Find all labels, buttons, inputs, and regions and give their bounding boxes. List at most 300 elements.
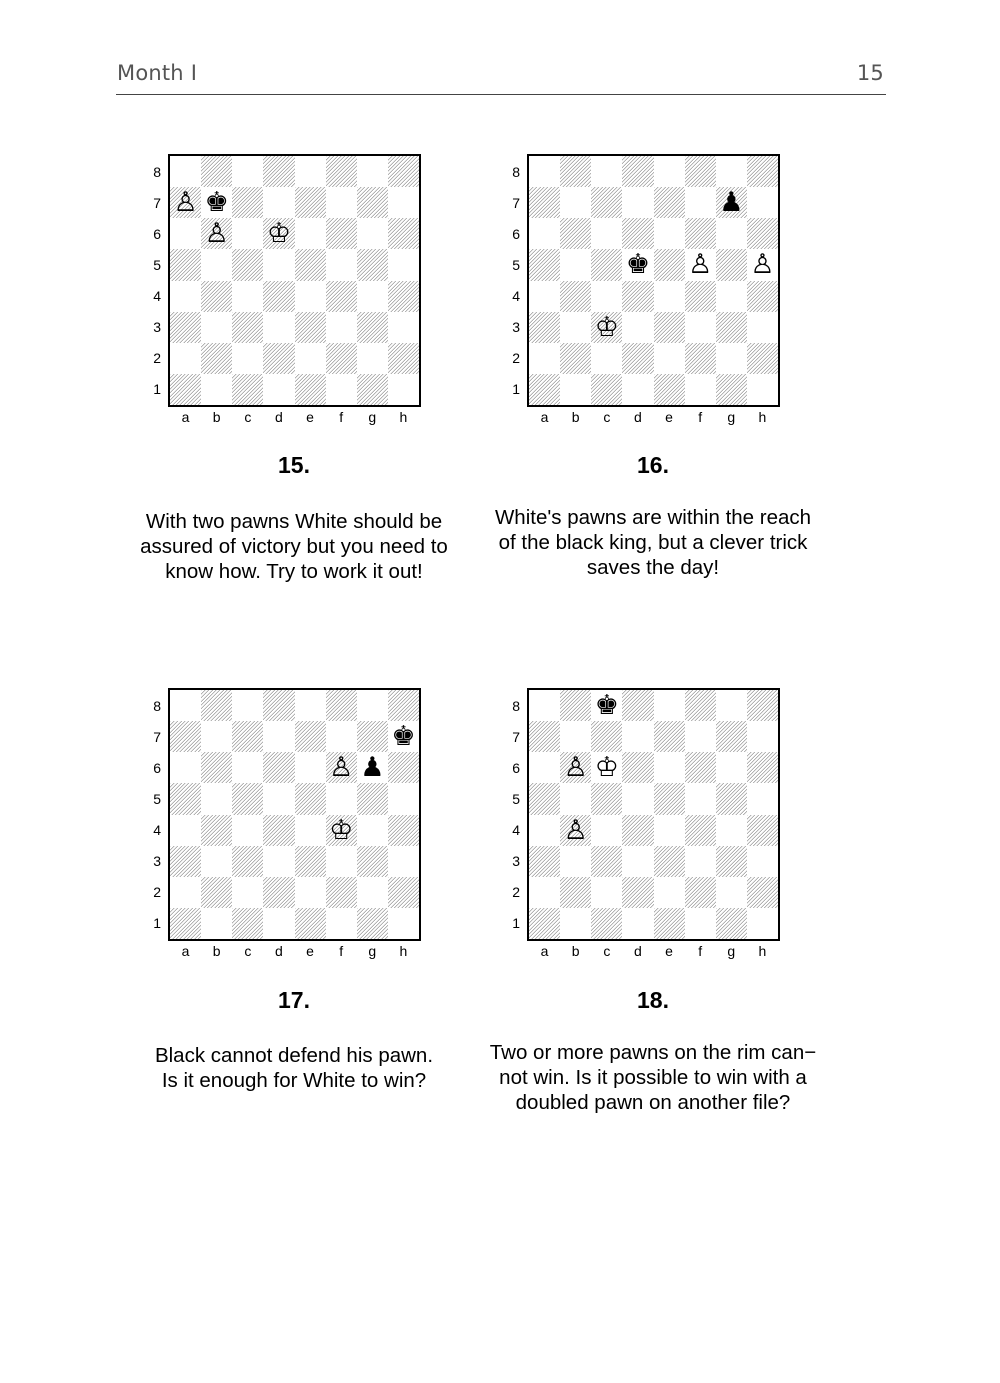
caption-line: Black cannot defend his pawn. (154, 1044, 434, 1067)
square-d6 (263, 218, 294, 249)
square-b6 (201, 752, 232, 783)
square-c3 (232, 312, 263, 343)
square-e2 (295, 343, 326, 374)
rank-label: 3 (153, 853, 161, 870)
square-g3 (716, 846, 747, 877)
square-b7 (201, 187, 232, 218)
square-c2 (232, 877, 263, 908)
square-f6 (685, 218, 716, 249)
square-d1 (622, 908, 653, 939)
square-g1 (357, 908, 388, 939)
diagram-caption (468, 505, 838, 580)
square-f6 (685, 752, 716, 783)
square-f7 (326, 187, 357, 218)
square-b6 (201, 218, 232, 249)
square-h7 (747, 187, 778, 218)
square-g2 (716, 877, 747, 908)
square-a6 (170, 218, 201, 249)
caption-line: saves the day! (586, 556, 720, 579)
square-a2 (529, 343, 560, 374)
square-b8 (560, 690, 591, 721)
square-h5 (388, 249, 419, 280)
square-e4 (654, 815, 685, 846)
square-b2 (201, 877, 232, 908)
running-title: Month I (117, 61, 198, 85)
square-d1 (622, 374, 653, 405)
rank-label: 1 (512, 381, 520, 398)
square-d1 (263, 908, 294, 939)
square-a1 (170, 374, 201, 405)
square-h3 (388, 846, 419, 877)
square-b3 (560, 312, 591, 343)
square-c5 (591, 249, 622, 280)
diagram-caption (112, 509, 476, 584)
square-e7 (295, 721, 326, 752)
square-g4 (357, 281, 388, 312)
square-e4 (295, 815, 326, 846)
square-g5 (716, 249, 747, 280)
square-e5 (654, 249, 685, 280)
square-d7 (622, 721, 653, 752)
square-a3 (170, 846, 201, 877)
white-pawn-icon: ♙ (563, 814, 588, 846)
square-a2 (529, 877, 560, 908)
square-a7 (529, 187, 560, 218)
chess-board (168, 688, 421, 941)
square-d3 (622, 312, 653, 343)
square-g1 (716, 374, 747, 405)
square-b1 (560, 374, 591, 405)
square-f7 (685, 187, 716, 218)
square-c3 (232, 846, 263, 877)
rank-label: 6 (153, 225, 161, 242)
square-g5 (357, 249, 388, 280)
rank-label: 5 (153, 256, 161, 273)
square-d4 (263, 815, 294, 846)
file-label: f (339, 409, 344, 425)
square-e5 (295, 783, 326, 814)
square-h2 (388, 877, 419, 908)
square-d2 (622, 877, 653, 908)
square-f8 (326, 690, 357, 721)
square-e6 (654, 752, 685, 783)
square-c3 (591, 312, 622, 343)
square-a3 (529, 846, 560, 877)
square-b7 (560, 187, 591, 218)
square-a1 (170, 908, 201, 939)
square-f7 (685, 721, 716, 752)
file-label: g (368, 943, 377, 959)
square-f5 (326, 783, 357, 814)
rank-label: 2 (512, 884, 520, 901)
square-b8 (560, 156, 591, 187)
square-a6 (529, 752, 560, 783)
file-label: f (698, 409, 703, 425)
square-c5 (591, 783, 622, 814)
square-a8 (529, 690, 560, 721)
square-g4 (716, 281, 747, 312)
square-g1 (357, 374, 388, 405)
square-h3 (388, 312, 419, 343)
square-d3 (622, 846, 653, 877)
rank-label: 7 (512, 728, 520, 745)
square-c1 (232, 374, 263, 405)
white-pawn-icon: ♙ (750, 249, 775, 281)
square-h8 (388, 156, 419, 187)
square-d2 (263, 877, 294, 908)
square-g7 (716, 187, 747, 218)
rank-label: 4 (512, 288, 520, 305)
chess-board (527, 688, 780, 941)
diagram-caption (463, 1040, 843, 1115)
square-h5 (747, 249, 778, 280)
square-d2 (263, 343, 294, 374)
rank-label: 8 (153, 163, 161, 180)
square-c7 (591, 721, 622, 752)
square-f2 (685, 343, 716, 374)
square-b5 (201, 783, 232, 814)
file-label: a (181, 943, 190, 959)
square-c5 (232, 783, 263, 814)
square-g5 (716, 783, 747, 814)
square-f1 (326, 908, 357, 939)
square-d4 (622, 815, 653, 846)
file-label: a (540, 409, 549, 425)
square-h4 (388, 815, 419, 846)
square-e3 (654, 312, 685, 343)
square-g2 (716, 343, 747, 374)
black-king-icon: ♚ (204, 187, 229, 219)
file-label: e (306, 409, 314, 425)
square-e6 (295, 218, 326, 249)
square-g7 (357, 187, 388, 218)
white-king-icon: ♔ (594, 311, 619, 343)
square-h2 (747, 343, 778, 374)
square-e3 (654, 846, 685, 877)
square-a7 (529, 721, 560, 752)
square-e7 (654, 187, 685, 218)
white-pawn-icon: ♙ (563, 752, 588, 784)
square-b4 (560, 815, 591, 846)
square-g8 (357, 690, 388, 721)
square-d8 (622, 690, 653, 721)
rank-label: 1 (153, 915, 161, 932)
square-c6 (591, 752, 622, 783)
black-pawn-icon: ♟ (360, 752, 385, 784)
file-label: c (244, 409, 252, 425)
square-e6 (295, 752, 326, 783)
caption-line: doubled pawn on another file? (515, 1091, 791, 1114)
square-d1 (263, 374, 294, 405)
square-e1 (295, 908, 326, 939)
square-a5 (170, 249, 201, 280)
square-f1 (685, 908, 716, 939)
square-e1 (295, 374, 326, 405)
square-b6 (560, 752, 591, 783)
square-c4 (232, 815, 263, 846)
square-c4 (232, 281, 263, 312)
square-d3 (263, 846, 294, 877)
file-label: c (244, 943, 252, 959)
square-g6 (716, 752, 747, 783)
rank-label: 6 (512, 759, 520, 776)
rank-label: 4 (153, 822, 161, 839)
square-h3 (747, 846, 778, 877)
square-a4 (529, 281, 560, 312)
square-g6 (716, 218, 747, 249)
square-h6 (747, 752, 778, 783)
square-c7 (232, 187, 263, 218)
square-h6 (388, 218, 419, 249)
file-label: f (698, 943, 703, 959)
square-e4 (654, 281, 685, 312)
square-e5 (295, 249, 326, 280)
black-pawn-icon: ♟ (719, 187, 744, 219)
square-d4 (622, 281, 653, 312)
square-a5 (170, 783, 201, 814)
caption-line: not win. Is it possible to win with a (499, 1066, 807, 1089)
square-a1 (529, 908, 560, 939)
square-g7 (716, 721, 747, 752)
square-c1 (591, 374, 622, 405)
white-pawn-icon: ♙ (688, 249, 713, 281)
square-a6 (529, 218, 560, 249)
square-c1 (232, 908, 263, 939)
square-h8 (388, 690, 419, 721)
square-e4 (295, 281, 326, 312)
square-d7 (263, 721, 294, 752)
rank-label: 3 (512, 319, 520, 336)
square-a4 (170, 815, 201, 846)
square-b5 (560, 249, 591, 280)
square-a1 (529, 374, 560, 405)
square-f4 (326, 281, 357, 312)
square-h4 (747, 815, 778, 846)
square-d5 (263, 783, 294, 814)
black-king-icon: ♚ (594, 690, 619, 722)
square-a4 (529, 815, 560, 846)
square-f3 (685, 312, 716, 343)
white-pawn-icon: ♙ (329, 752, 354, 784)
square-a3 (170, 312, 201, 343)
square-c4 (591, 281, 622, 312)
square-a7 (170, 721, 201, 752)
square-d7 (263, 187, 294, 218)
square-c3 (591, 846, 622, 877)
square-h2 (747, 877, 778, 908)
square-h1 (747, 908, 778, 939)
rank-label: 8 (512, 163, 520, 180)
square-d6 (263, 752, 294, 783)
rank-label: 8 (512, 697, 520, 714)
white-pawn-icon: ♙ (204, 218, 229, 250)
square-c8 (591, 156, 622, 187)
square-f2 (326, 877, 357, 908)
square-d5 (622, 249, 653, 280)
file-label: c (603, 409, 611, 425)
file-label: h (399, 943, 408, 959)
square-a6 (170, 752, 201, 783)
diagram-caption (112, 1043, 476, 1093)
square-e8 (295, 156, 326, 187)
square-f5 (685, 249, 716, 280)
page-number: 15 (856, 61, 884, 85)
rank-label: 7 (153, 194, 161, 211)
white-king-icon: ♔ (329, 814, 354, 846)
file-label: d (634, 409, 642, 425)
square-b6 (560, 218, 591, 249)
square-g6 (357, 218, 388, 249)
square-d5 (263, 249, 294, 280)
square-h4 (388, 281, 419, 312)
file-label: h (758, 409, 767, 425)
file-label: f (339, 943, 344, 959)
square-d6 (622, 218, 653, 249)
square-e2 (654, 877, 685, 908)
file-label: a (181, 409, 190, 425)
square-g7 (357, 721, 388, 752)
square-h3 (747, 312, 778, 343)
square-g8 (357, 156, 388, 187)
square-b2 (560, 877, 591, 908)
square-c7 (232, 721, 263, 752)
black-king-icon: ♚ (391, 721, 416, 753)
square-e7 (654, 721, 685, 752)
caption-line: of the black king, but a clever trick (498, 531, 808, 554)
rank-label: 7 (153, 728, 161, 745)
diagram-number: 17. (278, 987, 310, 1013)
square-g5 (357, 783, 388, 814)
square-b5 (201, 249, 232, 280)
square-g2 (357, 877, 388, 908)
square-c5 (232, 249, 263, 280)
square-f3 (326, 846, 357, 877)
square-e1 (654, 908, 685, 939)
file-label: a (540, 943, 549, 959)
square-d2 (622, 343, 653, 374)
rank-label: 6 (153, 759, 161, 776)
square-c7 (591, 187, 622, 218)
square-h6 (747, 218, 778, 249)
file-label: b (571, 409, 580, 425)
rank-label: 4 (153, 288, 161, 305)
square-h7 (388, 721, 419, 752)
square-b1 (560, 908, 591, 939)
square-e2 (654, 343, 685, 374)
white-king-icon: ♔ (266, 218, 292, 250)
square-h8 (747, 690, 778, 721)
square-a2 (170, 877, 201, 908)
square-f8 (685, 690, 716, 721)
square-c2 (232, 343, 263, 374)
square-g3 (357, 312, 388, 343)
square-b7 (201, 721, 232, 752)
square-f6 (326, 752, 357, 783)
square-c6 (591, 218, 622, 249)
square-b8 (201, 156, 232, 187)
file-label: b (212, 943, 221, 959)
square-d3 (263, 312, 294, 343)
rank-label: 3 (512, 853, 520, 870)
caption-line: Two or more pawns on the rim can− (489, 1041, 817, 1064)
rank-label: 1 (512, 915, 520, 932)
square-b3 (560, 846, 591, 877)
square-f4 (326, 815, 357, 846)
square-b1 (201, 374, 232, 405)
square-c6 (232, 752, 263, 783)
square-c4 (591, 815, 622, 846)
square-d8 (622, 156, 653, 187)
square-f8 (326, 156, 357, 187)
square-a3 (529, 312, 560, 343)
diagram-number: 15. (278, 452, 310, 478)
square-e2 (295, 877, 326, 908)
square-f4 (685, 815, 716, 846)
file-label: e (665, 409, 673, 425)
rank-label: 2 (153, 884, 161, 901)
square-d6 (622, 752, 653, 783)
square-e3 (295, 846, 326, 877)
caption-line: Is it enough for White to win? (161, 1069, 427, 1092)
rank-label: 3 (153, 319, 161, 336)
diagram-number: 18. (637, 987, 669, 1013)
square-f2 (685, 877, 716, 908)
rank-label: 5 (512, 790, 520, 807)
square-f5 (685, 783, 716, 814)
square-g8 (716, 690, 747, 721)
square-a8 (170, 156, 201, 187)
square-a5 (529, 249, 560, 280)
square-e8 (295, 690, 326, 721)
square-b4 (201, 281, 232, 312)
square-f2 (326, 343, 357, 374)
square-b4 (201, 815, 232, 846)
file-label: d (275, 409, 283, 425)
square-d4 (263, 281, 294, 312)
square-a4 (170, 281, 201, 312)
square-e3 (295, 312, 326, 343)
file-label: d (634, 943, 642, 959)
square-h5 (747, 783, 778, 814)
square-f5 (326, 249, 357, 280)
square-b2 (560, 343, 591, 374)
rank-label: 8 (153, 697, 161, 714)
square-e1 (654, 374, 685, 405)
square-f3 (326, 312, 357, 343)
square-c2 (591, 343, 622, 374)
rank-label: 5 (512, 256, 520, 273)
file-label: h (758, 943, 767, 959)
square-f4 (685, 281, 716, 312)
page-header (116, 58, 886, 95)
square-b2 (201, 343, 232, 374)
square-b1 (201, 908, 232, 939)
square-e8 (654, 690, 685, 721)
square-h5 (388, 783, 419, 814)
file-label: d (275, 943, 283, 959)
caption-line: White's pawns are within the reach (494, 506, 812, 529)
diagram-number: 16. (637, 452, 669, 478)
square-a5 (529, 783, 560, 814)
rank-label: 4 (512, 822, 520, 839)
rank-label: 2 (512, 350, 520, 367)
square-g6 (357, 752, 388, 783)
chess-board (527, 154, 780, 407)
square-e8 (654, 156, 685, 187)
square-h7 (747, 721, 778, 752)
square-a8 (170, 690, 201, 721)
square-g3 (716, 312, 747, 343)
